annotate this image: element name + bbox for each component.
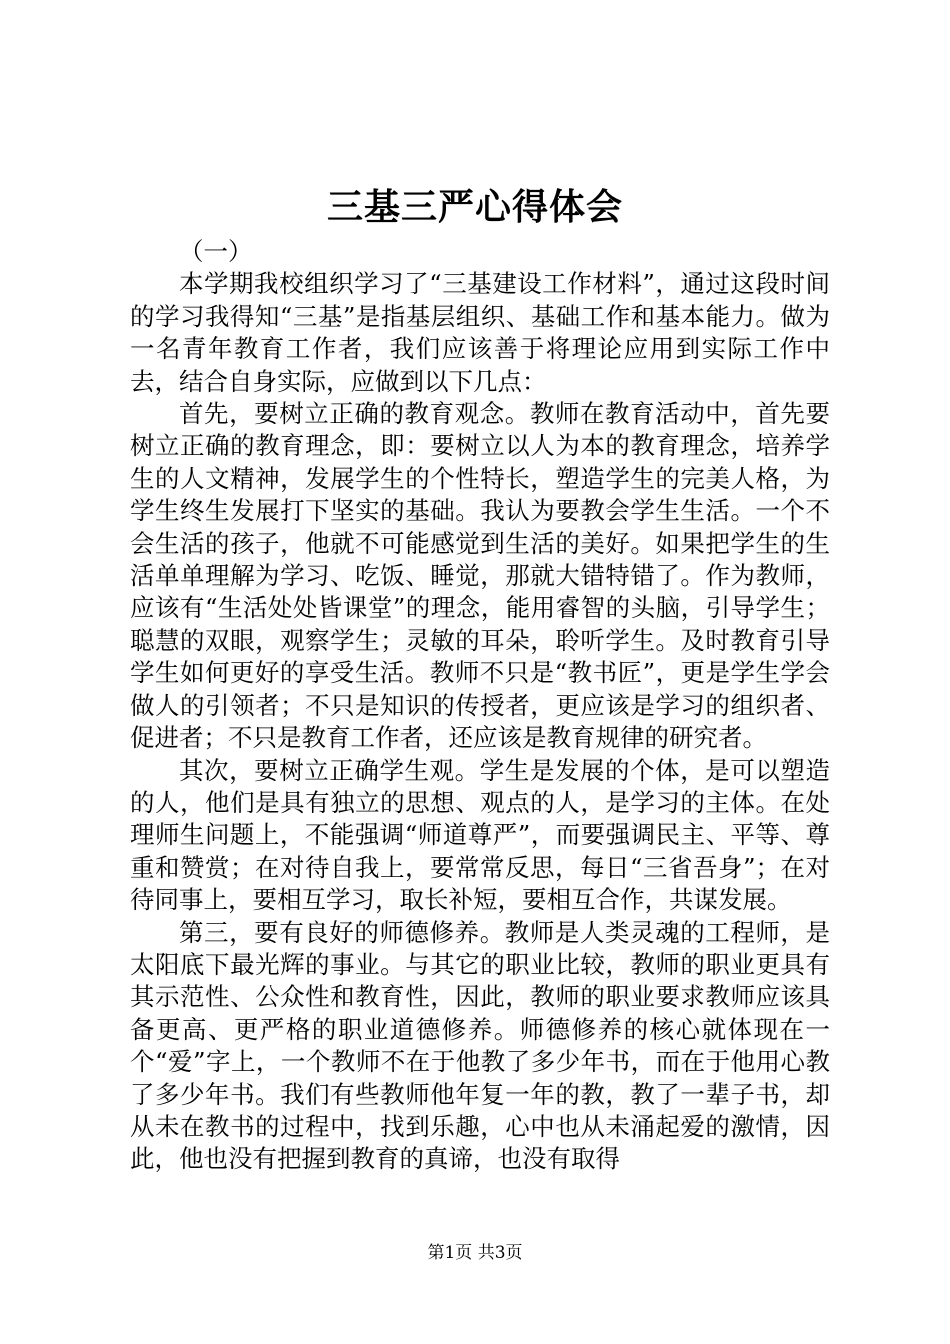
page-number-footer: 第1页 共3页 — [427, 1243, 523, 1263]
paragraph-intro: 本学期我校组织学习了“三基建设工作材料”，通过这段时间的学习我得知“三基”是指基层组织、基础工作和基本能力。做为一名青年教育工作者，我们应该善于将理论应用到实际工作中去，结合自身实际，应做到以下几点： — [130, 269, 830, 396]
document-title: 三基三严心得体会 — [326, 186, 623, 228]
paragraph-first-point: 首先，要树立正确的教育观念。教师在教育活动中，首先要树立正确的教育理念，即：要树立以人为本的教育理念，培养学生的人文精神，发展学生的个性特长，塑造学生的完美人格，为学生终生发展打下坚实的基础。我认为要教会学生生活。一个不会生活的孩子，他就不可能感觉到生活的美好。如果把学生的生活单单理解为学习、吃饭、睡觉，那就大错特错了。作为教师，应该有“生活处处皆课堂”的理念，能用睿智的头脑，引导学生；聪慧的双眼，观察学生；灵敏的耳朵，聆听学生。及时教育引导学生如何更好的享受生活。教师不只是“教书匠”，更是学生学会做人的引领者；不只是知识的传授者，更应该是学习的组织者、促进者；不只是教育工作者，还应该是教育规律的研究者。 — [130, 399, 830, 753]
section-number: （一） — [179, 237, 253, 266]
paragraph-third-point: 第三，要有良好的师德修养。教师是人类灵魂的工程师，是太阳底下最光辉的事业。与其它的职业比较，教师的职业更具有其示范性、公众性和教育性，因此，教师的职业要求教师应该具备更高、更严格的职业道德修养。师德修养的核心就体现在一个“爱”字上，一个教师不在于他教了多少年书，而在于他用心教了多少年书。我们有些教师他年复一年的教，教了一辈子书，却从未在教书的过程中，找到乐趣，心中也从未涌起爱的激情，因此，他也没有把握到教育的真谛，也没有取得 — [130, 917, 830, 1174]
document-body — [130, 236, 830, 1176]
paragraph-second-point: 其次，要树立正确学生观。学生是发展的个体，是可以塑造的人，他们是具有独立的思想、观点的人，是学习的主体。在处理师生问题上，不能强调“师道尊严”，而要强调民主、平等、尊重和赞赏；在对待自我上，要常常反思，每日“三省吾身”；在对待同事上，要相互学习，取长补短，要相互合作，共谋发展。 — [130, 755, 830, 915]
